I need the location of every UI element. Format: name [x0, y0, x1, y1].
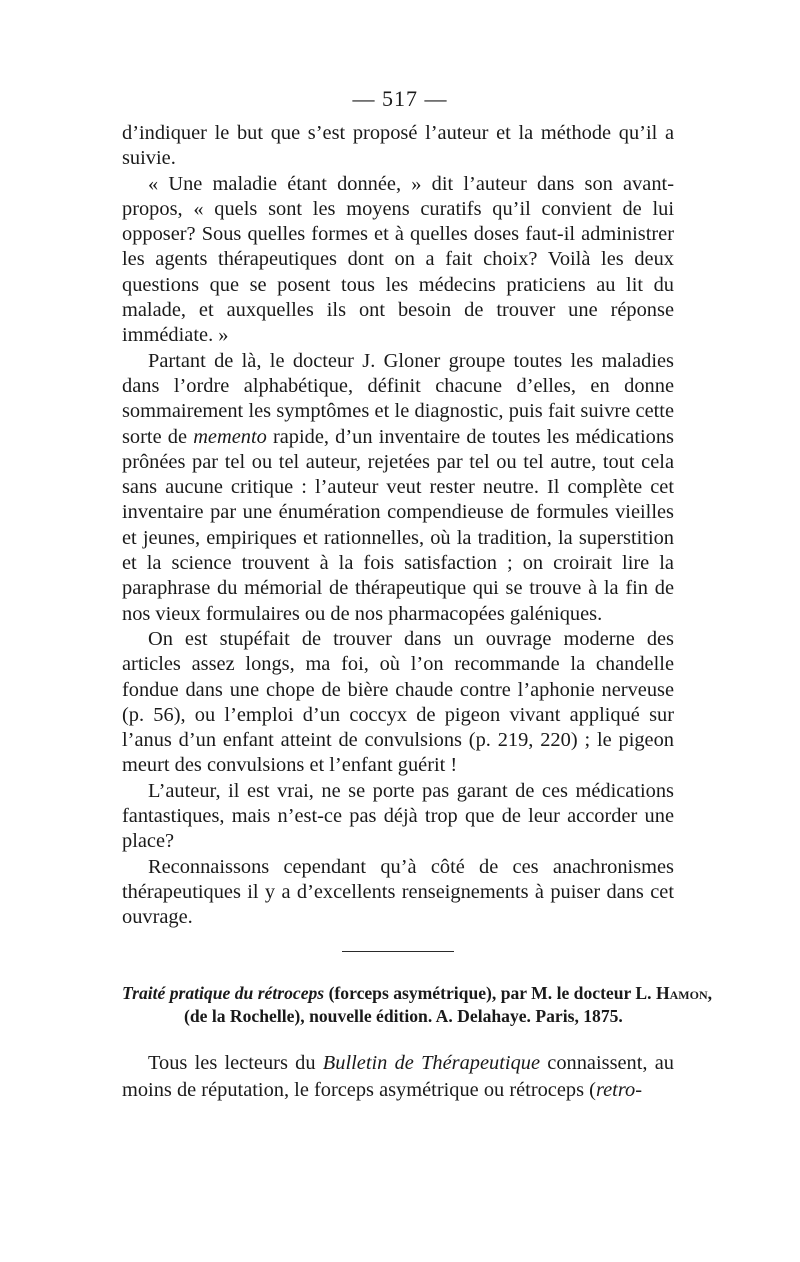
- paragraph: « Une maladie étant donnée, » dit l’auteur dans son avant-propos, « quels sont les moyens curatifs qu’il convient de lui opposer? Sous quelles formes et à quelles doses faut-il administrer les agents thérapeutiques dont on a fait choix? Voilà les deux questions que se posent tous les médecins praticiens au lit du malade, et auxquelles ils ont besoin de trouver une réponse immédiate. »: [122, 172, 674, 347]
- paragraph: On est stupéfait de trouver dans un ouvrage moderne des articles assez longs, ma foi, où l’on recommande la chandelle fondue dans une chope de bière chaude contre l’aphonie nerveuse (p. 56), ou l’emploi d’un coccyx de pigeon vivant appliqué sur l’anus d’un enfant atteint de convulsions (p. 219, 220) ; le pigeon meurt des convulsions et l’enfant guérit !: [122, 627, 674, 777]
- reference-line-2: (de la Rochelle), nouvelle édition. A. Delahaye. Paris, 1875.: [184, 1006, 623, 1026]
- paragraph-text: Partant de là, le docteur J. Gloner groupe toutes les maladies dans l’ordre alphabétique, définit chacune d’elles, en donne sommairement les symptômes et le diagnostic, puis fait suivre cette sorte de: [122, 349, 674, 448]
- page-number: — 517 —: [352, 86, 448, 111]
- paragraph: [122, 349, 674, 627]
- paragraph: Reconnaissons cependant qu’à côté de ces anachronismes thérapeutiques il y a d’excellents renseignements à puiser dans cet ouvrage.: [122, 855, 674, 929]
- paragraph-text: connaissent, au moins de réputation, le forceps asymétrique ou rétroceps (: [122, 1052, 675, 1101]
- paragraph: L’auteur, il est vrai, ne se porte pas garant de ces médications fantastiques, mais n’est-ce pas déjà trop que de leur accorder une place?: [122, 779, 674, 853]
- paragraph: d’indiquer le but que s’est proposé l’auteur et la méthode qu’il a suivie.: [122, 122, 674, 170]
- italic-term: retro-: [595, 1079, 642, 1101]
- paragraph-text: Tous les lecteurs du: [148, 1052, 316, 1074]
- reference-line-1: [122, 982, 713, 1005]
- journal-title: Bulletin de Thérapeutique: [322, 1052, 541, 1074]
- paragraph: [122, 1050, 674, 1104]
- book-reference: [122, 982, 713, 1028]
- section-divider: [342, 951, 454, 952]
- book-title: Traité pratique du rétroceps: [122, 983, 325, 1003]
- book-description: (forceps asymétrique), par M. le docteur L.: [328, 983, 652, 1003]
- book-author: Hamon,: [655, 983, 713, 1003]
- review-text: [122, 1050, 674, 1104]
- main-text: [122, 121, 674, 931]
- italic-term: memento: [193, 425, 267, 448]
- paragraph-text: rapide, d’un inventaire de toutes les médications prônées par tel ou tel auteur, rejetées par tel ou tel autre, tout cela sans aucune critique : l’auteur veut rester neutre. Il complète cet inventaire par une énumération compendieuse de formules vieilles et jeunes, empiriques et rationnelles, où la tradition, la superstition et la science trouvent à la fois satisfaction ; on croirait lire la paraphrase du mémorial de thérapeutique qui se trouve à la fin de nos vieux formulaires ou de nos pharmacopées galéniques.: [122, 425, 674, 625]
